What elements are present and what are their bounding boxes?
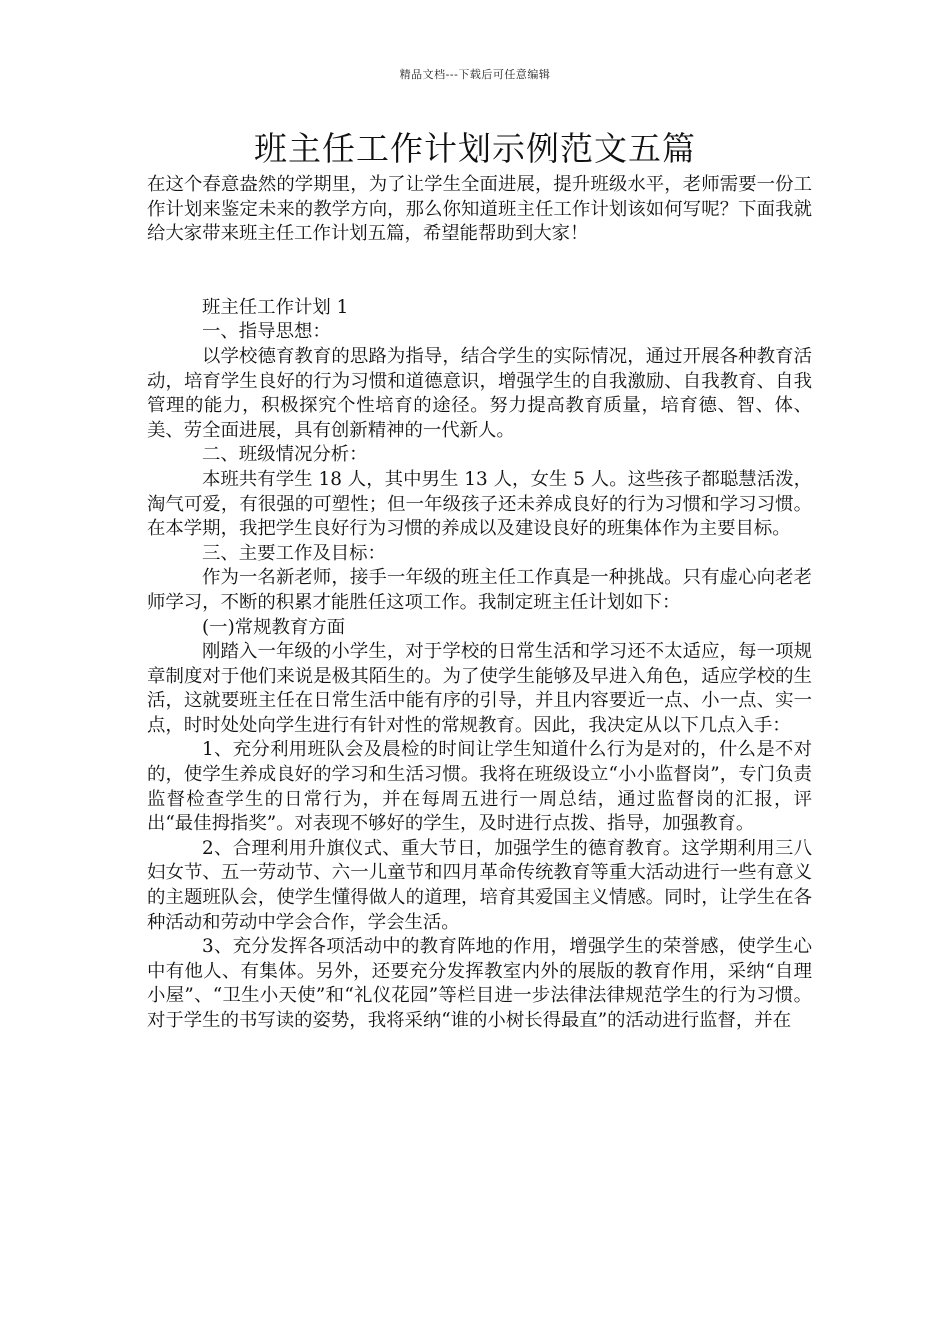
list-item-2: 2、合理利用升旗仪式、重大节日，加强学生的德育教育。这学期利用三八妇女节、五一劳动节、六一儿童节和四月革命传统教育等重大活动进行一些有意义的主题班队会，使学生懂得做人的道理，培育其爱国主义情感。同时，让学生在各种活动和劳动中学会合作，学会生活。 <box>147 837 812 933</box>
part1-heading: 一、指导思想： <box>202 321 331 343</box>
list-item-3: 3、充分发挥各项活动中的教育阵地的作用，增强学生的荣誉感，使学生心中有他人、有集体。另外，还要充分发挥教室内外的展版的教育作用，采纳“自理小屋”、“卫生小天使”和“礼仪花园”等栏目进一步法律法律规范学生的行为习惯。对于学生的书写读的姿势，我将采纳“谁的小树长得最直”的活动进行监督，并在 <box>147 936 812 1031</box>
subsection-paragraph: 刚踏入一年级的小学生，对于学校的日常生活和学习还不太适应，每一项规章制度对于他们来说是极其陌生的。为了使学生能够及早进入角色，适应学校的生活，这就要班主任在日常生活中能有序的引导，并且内容要近一点、小一点、实一点，时时处处向学生进行有针对性的常规教育。因此，我决定从以下几点入手： <box>147 641 812 736</box>
part3-paragraph: 作为一名新老师，接手一年级的班主任工作真是一种挑战。只有虚心向老老师学习，不断的积累才能胜任这项工作。我制定班主任计划如下： <box>147 567 812 613</box>
part1-paragraph: 以学校德育教育的思路为指导，结合学生的实际情况，通过开展各种教育活动，培育学生良好的行为习惯和道德意识，增强学生的自我激励、自我教育、自我管理的能力，积极探究个性培育的途径。努力提高教育质量，培育德、智、体、美、劳全面进展，具有创新精神的一代新人。 <box>147 345 812 441</box>
document-body <box>147 173 812 1034</box>
section-heading: 班主任工作计划 1 <box>202 296 349 318</box>
page-header-note: 精品文档---下载后可任意编辑 <box>399 68 551 81</box>
part2-heading: 二、班级情况分析： <box>202 444 368 466</box>
document-title: 班主任工作计划示例范文五篇 <box>254 129 696 168</box>
part2-paragraph: 本班共有学生 18 人，其中男生 13 人，女生 5 人。这些孩子都聪慧活泼，淘气可爱，有很强的可塑性；但一年级孩子还未养成良好的行为习惯和学习习惯。在本学期，我把学生良好行为习惯的养成以及建设良好的班集体作为主要目标。 <box>147 468 812 540</box>
subsection-heading: (一)常规教育方面 <box>202 616 346 638</box>
intro-paragraph: 在这个春意盎然的学期里，为了让学生全面进展，提升班级水平，老师需要一份工作计划来鉴定未来的教学方向，那么你知道班主任工作计划该如何写呢？下面我就给大家带来班主任工作计划五篇，希望能帮助到大家！ <box>147 174 812 245</box>
list-item-1: 1、充分利用班队会及晨检的时间让学生知道什么行为是对的，什么是不对的，使学生养成良好的学习和生活习惯。我将在班级设立“小小监督岗”，专门负责监督检查学生的日常行为，并在每周五进行一周总结，通过监督岗的汇报，评出“最佳拇指奖”。对表现不够好的学生，及时进行点拨、指导，加强教育。 <box>147 739 812 835</box>
part3-heading: 三、主要工作及目标： <box>202 542 386 564</box>
